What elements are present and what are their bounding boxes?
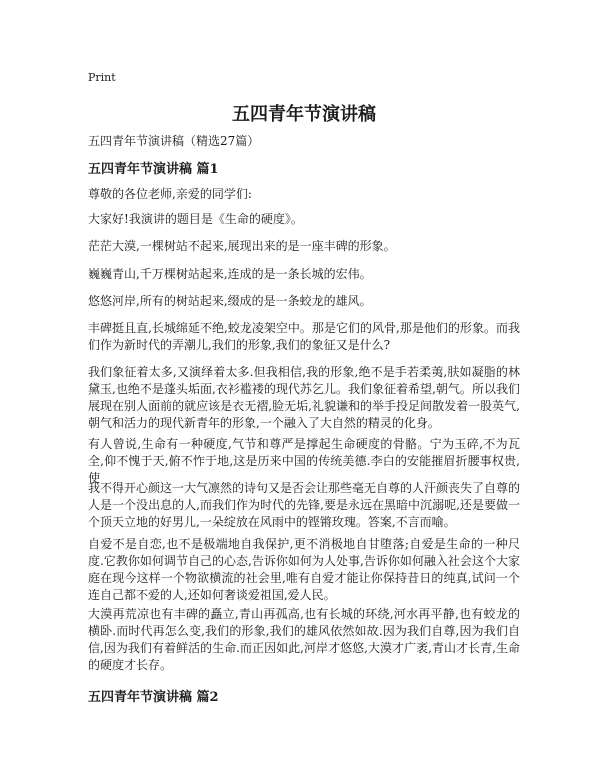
- page-title: 五四青年节演讲稿: [232, 104, 376, 125]
- paragraph-conclusion: 大漠再荒凉也有丰碑的矗立,青山再孤高,也有长城的环绕,河水再平静,也有蛟龙的横卧.而时代再怎么变,我们的形象,我们的雄风依然如故.因为我们自尊,因为我们自信,因为我们有着鲜活的生命.而正因如此,河岸才悠悠,大漠才广袤,青山才长青,生命的硬度才长存。: [88, 607, 520, 672]
- paragraph-hardness: 有人曾说,生命有一种硬度,气节和尊严是撑起生命硬度的骨骼。宁为玉碎,不为瓦全,仰不愧于天,俯不怍于地,这是历来中国的传统美德.李白的安能摧眉折腰事权贵,使: [88, 437, 520, 485]
- section-heading-1: 五四青年节演讲稿 篇1: [88, 162, 219, 177]
- paragraph-symbol: 我们象征着太多,又演绎着太多.但我相信,我的形象,绝不是手若柔荑,肤如凝脂的林黛玉,也绝不是蓬头垢面,衣衫褴褛的现代苏乞儿。我们象征着希望,朝气。所以我们展现在别人面前的就应该是衣无褶,脸无垢,礼貌谦和的举手投足间散发着一股英气,朝气和活力的现代新青年的形象,一个融入了大自然的精灵的化身。: [88, 365, 520, 430]
- paragraph-river: 悠悠河岸,所有的树站起来,缀成的是一条蛟龙的雄风。: [88, 294, 372, 308]
- paragraph-desert: 茫茫大漠,一棵树站不起来,展现出来的是一座丰碑的形象。: [88, 239, 396, 253]
- paragraph-dignity: 我不得开心颜这一大气凛然的诗句又是否会让那些毫无自尊的人汗颜丧失了自尊的人是一个没出息的人,而我们作为时代的先锋,要是永远在黑暗中沉溺呢,还是要做一个顶天立地的好男儿,一朵绽放在风雨中的铿锵玫瑰。答案,不言而喻。: [88, 481, 521, 529]
- paragraph-greeting: 大家好!我演讲的题目是《生命的硬度》。: [88, 212, 303, 226]
- paragraph-salutation: 尊敬的各位老师,亲爱的同学们:: [88, 187, 252, 201]
- section-heading-2: 五四青年节演讲稿 篇2: [88, 690, 219, 705]
- print-link[interactable]: Print: [88, 71, 116, 84]
- document-subtitle: 五四青年节演讲稿（精选27篇）: [88, 134, 260, 148]
- paragraph-monument: 丰碑挺且直,长城绵延不绝,蛟龙凌架空中。那是它们的风骨,那是他们的形象。而我们作为新时代的弄潮儿,我们的形象,我们的象征又是什么?: [88, 321, 520, 352]
- paragraph-mountain: 巍巍青山,千万棵树站起来,连成的是一条长城的宏伟。: [88, 267, 372, 281]
- paragraph-self-love: 自爱不是自恋,也不是极端地自我保护,更不消极地自甘堕落;自爱是生命的一种尺度.它教你如何调节自己的心态,告诉你如何为人处事,告诉你如何融入社会这个大家庭在现今这样一个物欲横流的社会里,唯有自爱才能让你保持昔日的纯真,试问一个连自己都不爱的人,还如何奢谈爱祖国,爱人民。: [88, 537, 520, 602]
